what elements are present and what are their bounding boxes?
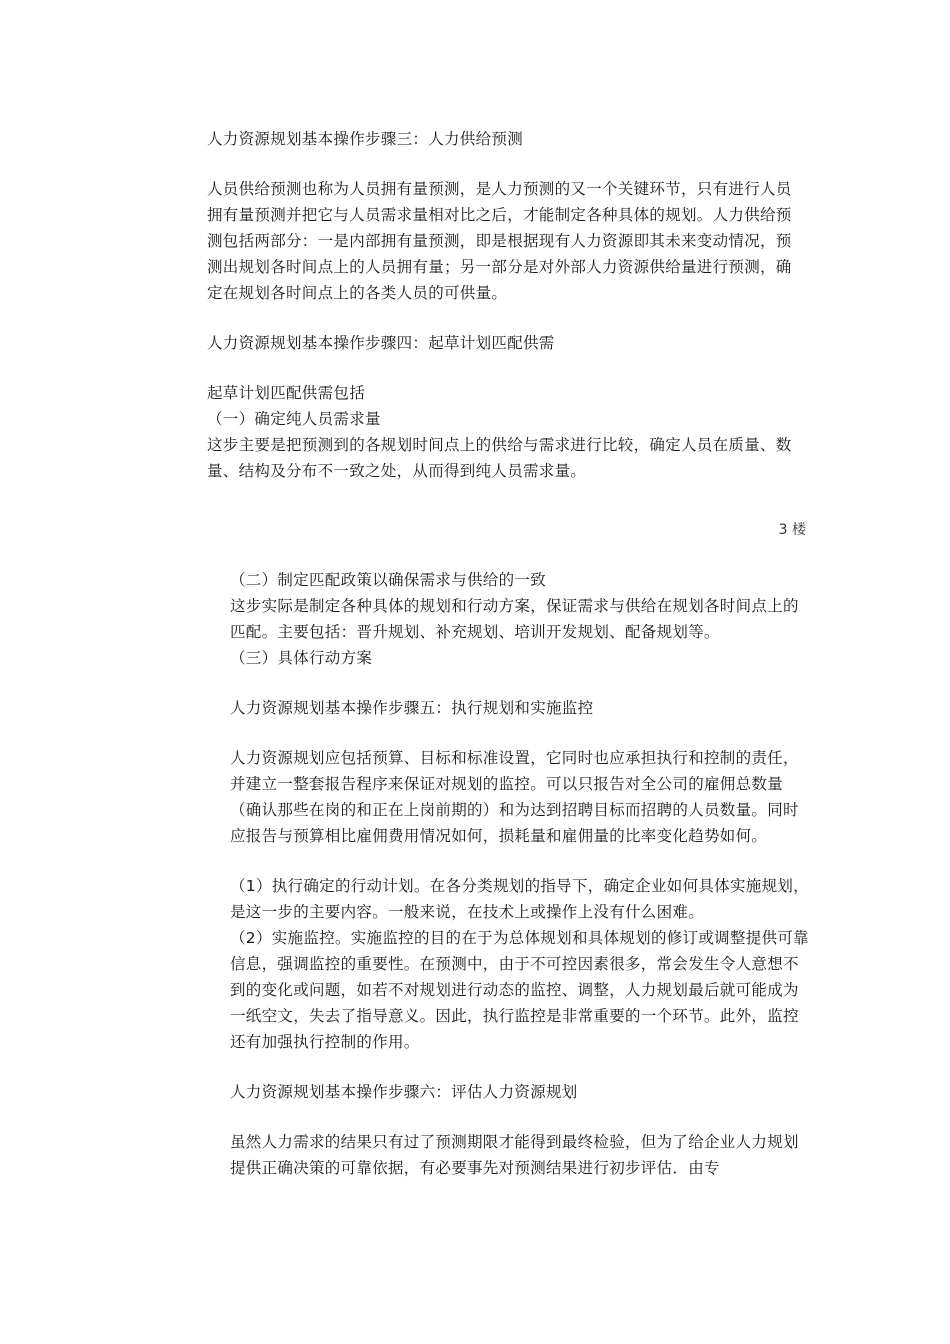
step4-intro: 起草计划匹配供需包括 (207, 384, 366, 402)
step3-paragraph: 人员供给预测也称为人员拥有量预测，是人力预测的又一个关键环节，只有进行人员拥有量预测并把它与人员需求量相对比之后，才能制定各种具体的规划。人力供给预测包括两部分：一是内部拥有量预测，即是根据现有人力资源即其未来变动情况，预测出规划各时间点上的人员拥有量；另一部分是对外部人力资源供给量进行预测，确定在规划各时间点上的各类人员的可供量。 (207, 180, 792, 302)
step4-heading: 人力资源规划基本操作步骤四：起草计划匹配供需 (207, 334, 555, 352)
item2-text: 这步实际是制定各种具体的规划和行动方案，保证需求与供给在规划各时间点上的匹配。主要包括：晋升规划、补充规划、培训开发规划、配备规划等。 (230, 597, 799, 641)
item3-title: （三）具体行动方案 (230, 649, 373, 667)
step6-heading: 人力资源规划基本操作步骤六：评估人力资源规划 (230, 1083, 578, 1101)
floor-number-label: 3 楼 (778, 522, 806, 538)
point1-text: （1）执行确定的行动计划。在各分类规划的指导下，确定企业如何具体实施规划，是这一步的主要内容。一般来说，在技术上或操作上没有什么困难。 (230, 877, 809, 921)
post-section-1 (207, 126, 807, 484)
item1-title: （一）确定纯人员需求量 (207, 410, 381, 428)
step5-heading: 人力资源规划基本操作步骤五：执行规划和实施监控 (230, 699, 594, 717)
step3-heading: 人力资源规划基本操作步骤三：人力供给预测 (207, 130, 524, 148)
item1-text: 这步主要是把预测到的各规划时间点上的供给与需求进行比较，确定人员在质量、数量、结构及分布不一致之处，从而得到纯人员需求量。 (207, 436, 792, 480)
step6-paragraph: 虽然人力需求的结果只有过了预测期限才能得到最终检验，但为了给企业人力规划提供正确决策的可靠依据，有必要事先对预测结果进行初步评估．由专 (230, 1133, 799, 1177)
item2-title: （二）制定匹配政策以确保需求与供给的一致 (230, 571, 547, 589)
step5-paragraph: 人力资源规划应包括预算、目标和标准设置，它同时也应承担执行和控制的责任，并建立一整套报告程序来保证对规划的监控。可以只报告对全公司的雇佣总数量（确认那些在岗的和正在上岗前期的）和为达到招聘目标而招聘的人员数量。同时应报告与预算相比雇佣费用情况如何，损耗量和雇佣量的比率变化趋势如何。 (230, 749, 799, 845)
point2-text: （2）实施监控。实施监控的目的在于为总体规划和具体规划的修订或调整提供可靠信息，强调监控的重要性。在预测中，由于不可控因素很多，常会发生令人意想不到的变化或问题，如若不对规划进行动态的监控、调整，人力规划最后就可能成为一纸空文，失去了指导意义。因此，执行监控是非常重要的一个环节。此外，监控还有加强执行控制的作用。 (230, 929, 809, 1051)
post-section-2 (230, 567, 810, 1181)
